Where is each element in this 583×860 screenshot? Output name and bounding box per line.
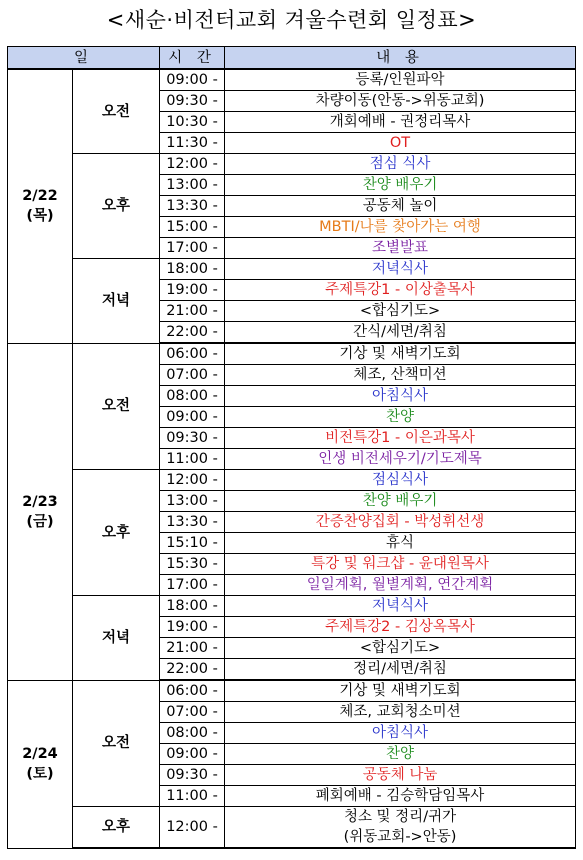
time-cell: 07:00 - (160, 365, 225, 386)
day-cell (8, 680, 73, 848)
time-cell: 17:00 - (160, 575, 225, 596)
activity-cell: 등록/인원파악 (225, 69, 576, 91)
activity-cell: 찬양 배우기 (225, 491, 576, 512)
activity-cell: 특강 및 워크샵 - 윤대원목사 (225, 554, 576, 575)
schedule-row (8, 259, 576, 280)
time-cell: 12:00 - (160, 807, 225, 849)
activity-cell: 저녁식사 (225, 596, 576, 617)
time-cell: 18:00 - (160, 596, 225, 617)
activity-cell: 간증찬양집회 - 박성휘선생 (225, 512, 576, 533)
header-day: 일 (8, 47, 160, 70)
schedule-table (7, 46, 576, 849)
period-cell: 오전 (73, 343, 160, 470)
activity-cell: 주제특강1 - 이상출목사 (225, 280, 576, 301)
activity-cell: 청소 및 정리/귀가 (위동교회->안동) (225, 807, 576, 849)
day-weekday: (금) (26, 513, 54, 530)
time-cell: 09:30 - (160, 428, 225, 449)
activity-cell: 정리/세면/취침 (225, 659, 576, 681)
activity-cell: 개회예배 - 권정리목사 (225, 112, 576, 133)
time-cell: 10:30 - (160, 112, 225, 133)
time-cell: 18:00 - (160, 259, 225, 280)
header-time: 시 간 (160, 47, 225, 70)
time-cell: 09:30 - (160, 765, 225, 786)
period-cell: 오후 (73, 470, 160, 596)
activity-cell: 체조, 교회청소미션 (225, 702, 576, 723)
time-cell: 12:00 - (160, 470, 225, 491)
time-cell: 11:30 - (160, 133, 225, 154)
time-cell: 11:00 - (160, 786, 225, 807)
period-cell: 오전 (73, 69, 160, 154)
time-cell: 21:00 - (160, 301, 225, 322)
period-cell: 오후 (73, 154, 160, 259)
schedule-row (8, 596, 576, 617)
activity-cell: 기상 및 새벽기도회 (225, 343, 576, 365)
time-cell: 06:00 - (160, 680, 225, 702)
time-cell: 09:30 - (160, 91, 225, 112)
time-cell: 06:00 - (160, 343, 225, 365)
activity-cell: MBTI/나를 찾아가는 여행 (225, 217, 576, 238)
period-cell: 저녁 (73, 259, 160, 344)
activity-cell: 찬양 (225, 407, 576, 428)
header-row (8, 47, 576, 70)
header-content: 내 용 (225, 47, 576, 70)
period-cell: 오전 (73, 680, 160, 807)
day-weekday: (목) (26, 208, 54, 225)
activity-cell: 휴식 (225, 533, 576, 554)
activity-cell: 찬양 배우기 (225, 175, 576, 196)
period-cell: 저녁 (73, 596, 160, 681)
schedule-row (8, 154, 576, 175)
schedule-row (8, 343, 576, 365)
time-cell: 09:00 - (160, 407, 225, 428)
activity-cell: 저녁식사 (225, 259, 576, 280)
time-cell: 19:00 - (160, 280, 225, 301)
schedule-row (8, 69, 576, 91)
activity-cell: OT (225, 133, 576, 154)
time-cell: 13:00 - (160, 175, 225, 196)
time-cell: 11:00 - (160, 449, 225, 470)
time-cell: 08:00 - (160, 723, 225, 744)
time-cell: 17:00 - (160, 238, 225, 259)
schedule-row (8, 807, 576, 849)
activity-cell: 공동체 나눔 (225, 765, 576, 786)
activity-cell: 간식/세면/취침 (225, 322, 576, 344)
time-cell: 15:00 - (160, 217, 225, 238)
activity-cell: 아침식사 (225, 386, 576, 407)
activity-cell: 아침식사 (225, 723, 576, 744)
activity-cell: 점심식사 (225, 470, 576, 491)
activity-cell: 일일계획, 월별계획, 연간계획 (225, 575, 576, 596)
time-cell: 09:00 - (160, 744, 225, 765)
period-cell: 오후 (73, 807, 160, 849)
time-cell: 13:30 - (160, 196, 225, 217)
activity-cell: <합심기도> (225, 301, 576, 322)
activity-cell: <합심기도> (225, 638, 576, 659)
activity-cell: 공동체 놀이 (225, 196, 576, 217)
day-date: 2/24 (22, 746, 58, 762)
activity-cell: 기상 및 새벽기도회 (225, 680, 576, 702)
activity-cell: 체조, 산책미션 (225, 365, 576, 386)
activity-cell: 비전특강1 - 이은과목사 (225, 428, 576, 449)
schedule-body (8, 69, 576, 848)
day-date: 2/23 (22, 493, 58, 510)
day-cell (8, 343, 73, 680)
time-cell: 12:00 - (160, 154, 225, 175)
day-date: 2/22 (22, 188, 58, 205)
day-cell (8, 69, 73, 343)
time-cell: 19:00 - (160, 617, 225, 638)
schedule-row (8, 470, 576, 491)
time-cell: 13:30 - (160, 512, 225, 533)
activity-cell: 조별발표 (225, 238, 576, 259)
schedule-row (8, 680, 576, 702)
activity-cell: 주제특강2 - 김상옥목사 (225, 617, 576, 638)
day-weekday: (토) (26, 766, 54, 782)
time-cell: 22:00 - (160, 322, 225, 344)
time-cell: 07:00 - (160, 702, 225, 723)
activity-cell: 점심 식사 (225, 154, 576, 175)
time-cell: 08:00 - (160, 386, 225, 407)
activity-cell: 인생 비전세우기/기도제목 (225, 449, 576, 470)
activity-cell: 폐회예배 - 김승학담임목사 (225, 786, 576, 807)
time-cell: 15:10 - (160, 533, 225, 554)
time-cell: 21:00 - (160, 638, 225, 659)
time-cell: 13:00 - (160, 491, 225, 512)
time-cell: 15:30 - (160, 554, 225, 575)
time-cell: 22:00 - (160, 659, 225, 681)
activity-cell: 찬양 (225, 744, 576, 765)
page-title: <새순·비전터교회 겨울수련회 일정표> (106, 8, 477, 32)
activity-cell: 차량이동(안동->위동교회) (225, 91, 576, 112)
time-cell: 09:00 - (160, 69, 225, 91)
